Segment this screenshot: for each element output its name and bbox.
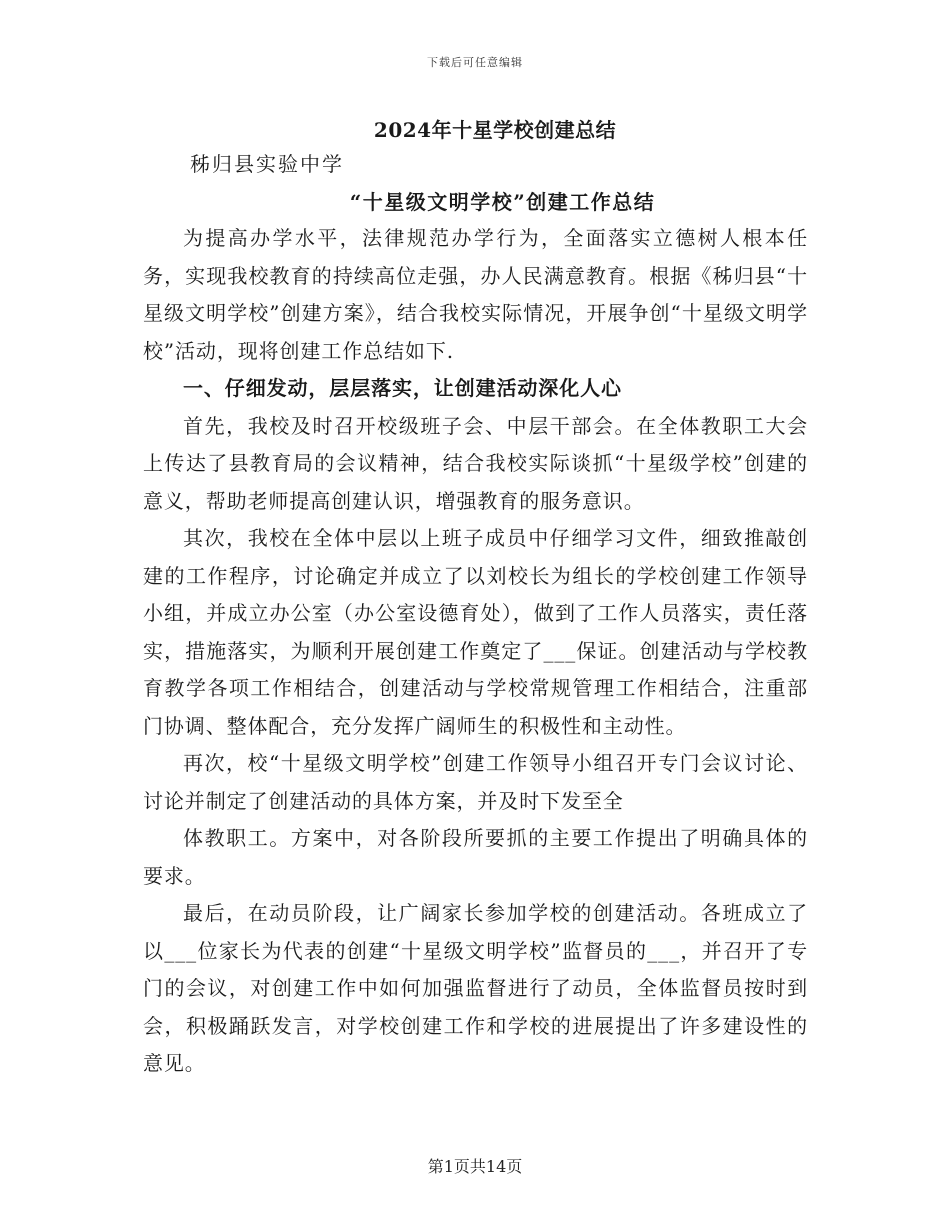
page-number: 第1页共14页 [427, 1157, 523, 1176]
paragraph-first: 首先，我校及时召开校级班子会、中层干部会。在全体教职工大会上传达了县教育局的会议精神，结合我校实际谈抓“十星级学校”创建的意义，帮助老师提高创建认识，增强教育的服务意识。 [143, 413, 808, 513]
page-header-note: 下载后可任意编辑 [427, 56, 523, 69]
section-heading-1: 一、仔细发动，层层落实，让创建活动深化人心 [183, 376, 622, 400]
paragraph-intro: 为提高办学水平，法律规范办学行为，全面落实立德树人根本任务，实现我校教育的持续高位走强，办人民满意教育。根据《秭归县“十星级文明学校”创建方案》，结合我校实际情况，开展争创“十星级文明学校”活动，现将创建工作总结如下. [143, 226, 808, 363]
document-body [143, 220, 808, 1083]
document-title: 2024年十星学校创建总结 [373, 118, 617, 142]
document-subtitle: “十星级文明学校”创建工作总结 [349, 190, 656, 214]
paragraph-third: 再次，校“十星级文明学校”创建工作领导小组召开专门会议讨论、讨论并制定了创建活动的具体方案，并及时下发至全 [143, 751, 808, 813]
paragraph-third-continued: 体教职工。方案中，对各阶段所要抓的主要工作提出了明确具体的要求。 [143, 826, 808, 888]
paragraph-last: 最后，在动员阶段，让广阔家长参加学校的创建活动。各班成立了以___位家长为代表的创建“十星级文明学校”监督员的___，并召开了专门的会议，对创建工作中如何加强监督进行了动员，全体监督员按时到会，积极踊跃发言，对学校创建工作和学校的进展提出了许多建设性的意见。 [143, 901, 808, 1075]
paragraph-second: 其次，我校在全体中层以上班子成员中仔细学习文件，细致推敲创建的工作程序，讨论确定并成立了以刘校长为组长的学校创建工作领导小组，并成立办公室（办公室设德育处），做到了工作人员落实，责任落实，措施落实，为顺利开展创建工作奠定了___保证。创建活动与学校教育教学各项工作相结合，创建活动与学校常规管理工作相结合，注重部门协调、整体配合，充分发挥广阔师生的积极性和主动性。 [143, 526, 808, 738]
school-name: 秭归县实验中学 [190, 152, 344, 176]
